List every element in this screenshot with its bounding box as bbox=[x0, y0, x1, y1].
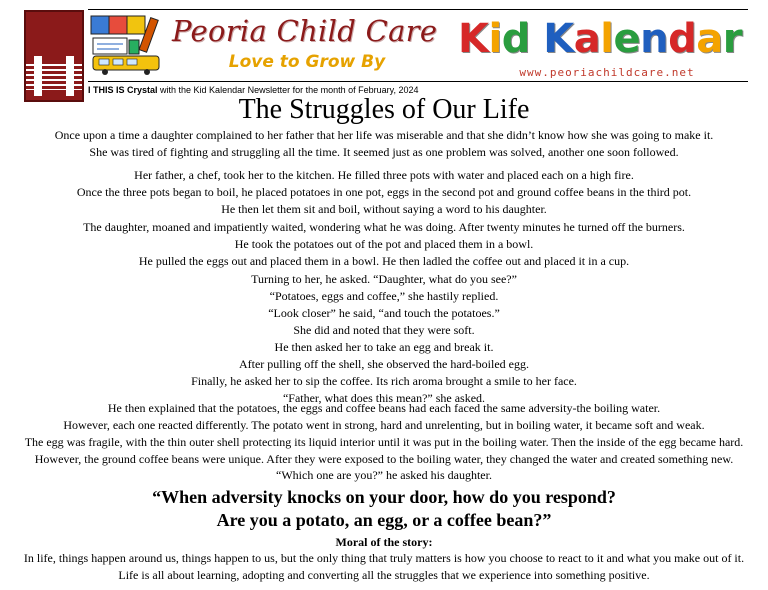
header-rule-bottom bbox=[88, 81, 748, 82]
kid-kalendar-letter: K bbox=[543, 16, 574, 62]
kid-kalendar-letter: d bbox=[668, 16, 697, 62]
moral-line: Life is all about learning, adopting and converting all the struggles that we experience into something positive. bbox=[118, 568, 650, 582]
kid-kalendar-letter: r bbox=[722, 16, 743, 62]
paragraph-line: “Father, what does this mean?” she asked. bbox=[282, 391, 486, 405]
paragraph-line: Once upon a time a daughter complained to her father that her life was miserable and that she didn’t know how she was going to make it. bbox=[54, 128, 714, 142]
paragraph-5 bbox=[0, 400, 768, 468]
moral-heading: Moral of the story: bbox=[335, 535, 433, 549]
key-quote bbox=[0, 486, 768, 532]
kid-kalendar-letter: d bbox=[501, 16, 530, 62]
paragraph-line: “Look closer” he said, “and touch the potatoes.” bbox=[268, 306, 500, 320]
moral-line: In life, things happen around us, things happen to us, but the only thing that truly matters is how you choose to react to it and what you make out of it. bbox=[23, 551, 745, 565]
paragraph-6 bbox=[0, 467, 768, 484]
kid-kalendar-letter: a bbox=[573, 16, 601, 62]
byline-text: with the Kid Kalendar Newsletter for the month of February, 2024 bbox=[157, 85, 419, 95]
brand-name: Peoria Child Care bbox=[172, 14, 438, 48]
paragraph-line: “Potatoes, eggs and coffee,” she hastily replied. bbox=[269, 289, 499, 303]
paragraph-line: She did and noted that they were soft. bbox=[293, 323, 475, 337]
paragraph-line: However, each one reacted differently. The potato went in strong, hard and unrelenting, but in boiling water, it became soft and weak. bbox=[63, 418, 705, 432]
logo-bar-right bbox=[66, 56, 74, 96]
paragraph-1 bbox=[0, 127, 768, 161]
kid-kalendar-letter bbox=[530, 16, 543, 62]
kid-kalendar-letter: e bbox=[613, 16, 641, 62]
kid-kalendar-letter: l bbox=[600, 16, 614, 62]
paragraph-line: He took the potatoes out of the pot and placed them in a bowl. bbox=[234, 237, 534, 251]
kid-kalendar-letter: K bbox=[458, 16, 489, 62]
moral-text bbox=[0, 550, 768, 584]
paragraph-line: Finally, he asked her to sip the coffee. Its rich aroma brought a smile to her face. bbox=[191, 374, 577, 388]
kid-kalendar-letter: a bbox=[696, 16, 723, 62]
paragraph-line: Turning to her, he asked. “Daughter, what do you see?” bbox=[251, 272, 517, 286]
paragraph-line: After pulling off the shell, she observed the hard-boiled egg. bbox=[238, 357, 530, 371]
paragraph-line: He then asked her to take an egg and break it. bbox=[274, 340, 494, 354]
paragraph-line: He then let them sit and boil, without saying a word to his daughter. bbox=[221, 202, 547, 216]
paragraph-3 bbox=[0, 219, 768, 270]
paragraph-2 bbox=[0, 167, 768, 218]
paragraph-line: The egg was fragile, with the thin outer shell protecting its liquid interior until it was put in the boiling water. Then the inside of the egg became hard. bbox=[24, 435, 744, 449]
quote-line: “When adversity knocks on your door, how do you respond? bbox=[152, 487, 616, 507]
paragraph-line: The daughter, moaned and impatiently waited, wondering what he was doing. After twenty minutes he turned off the burners. bbox=[83, 220, 685, 234]
article-title: The Struggles of Our Life bbox=[238, 94, 530, 125]
paragraph-line: However, the ground coffee beans were unique. After they were exposed to the boiling water, they changed the water and created something new. bbox=[34, 452, 734, 466]
header-rule-top bbox=[88, 9, 748, 10]
paragraph-line: “Which one are you?” he asked his daughter. bbox=[276, 468, 492, 482]
paragraph-line: He then explained that the potatoes, the eggs and coffee beans had each faced the same adversity-the boiling water. bbox=[107, 401, 661, 415]
paragraph-line: She was tired of fighting and struggling all the time. It seemed just as one problem was solved, another one soon followed. bbox=[89, 145, 679, 159]
website-url[interactable]: www.peoriachildcare.net bbox=[519, 66, 695, 79]
paragraph-line: Her father, a chef, took her to the kitchen. He filled three pots with water and placed each on a high fire. bbox=[134, 168, 634, 182]
kid-kalendar-letter: i bbox=[488, 16, 502, 62]
paragraph-line: Once the three pots began to boil, he placed potatoes in one pot, eggs in the second pot and ground coffee beans in the third pot. bbox=[76, 185, 692, 199]
kid-kalendar-logo bbox=[458, 16, 748, 62]
byline-author: I THIS IS Crystal bbox=[88, 85, 158, 95]
paragraph-4 bbox=[0, 271, 768, 407]
brand-tagline: Love to Grow By bbox=[228, 52, 386, 72]
quote-line: Are you a potato, an egg, or a coffee bean?” bbox=[216, 510, 552, 530]
newsletter-logo bbox=[24, 10, 84, 102]
school-supplies-clipart-icon bbox=[89, 14, 165, 76]
kid-kalendar-letter: n bbox=[640, 16, 669, 62]
paragraph-line: He pulled the eggs out and placed them in a bowl. He then ladled the coffee out and placed it in a cup. bbox=[138, 254, 630, 268]
logo-bar-left bbox=[34, 56, 42, 96]
